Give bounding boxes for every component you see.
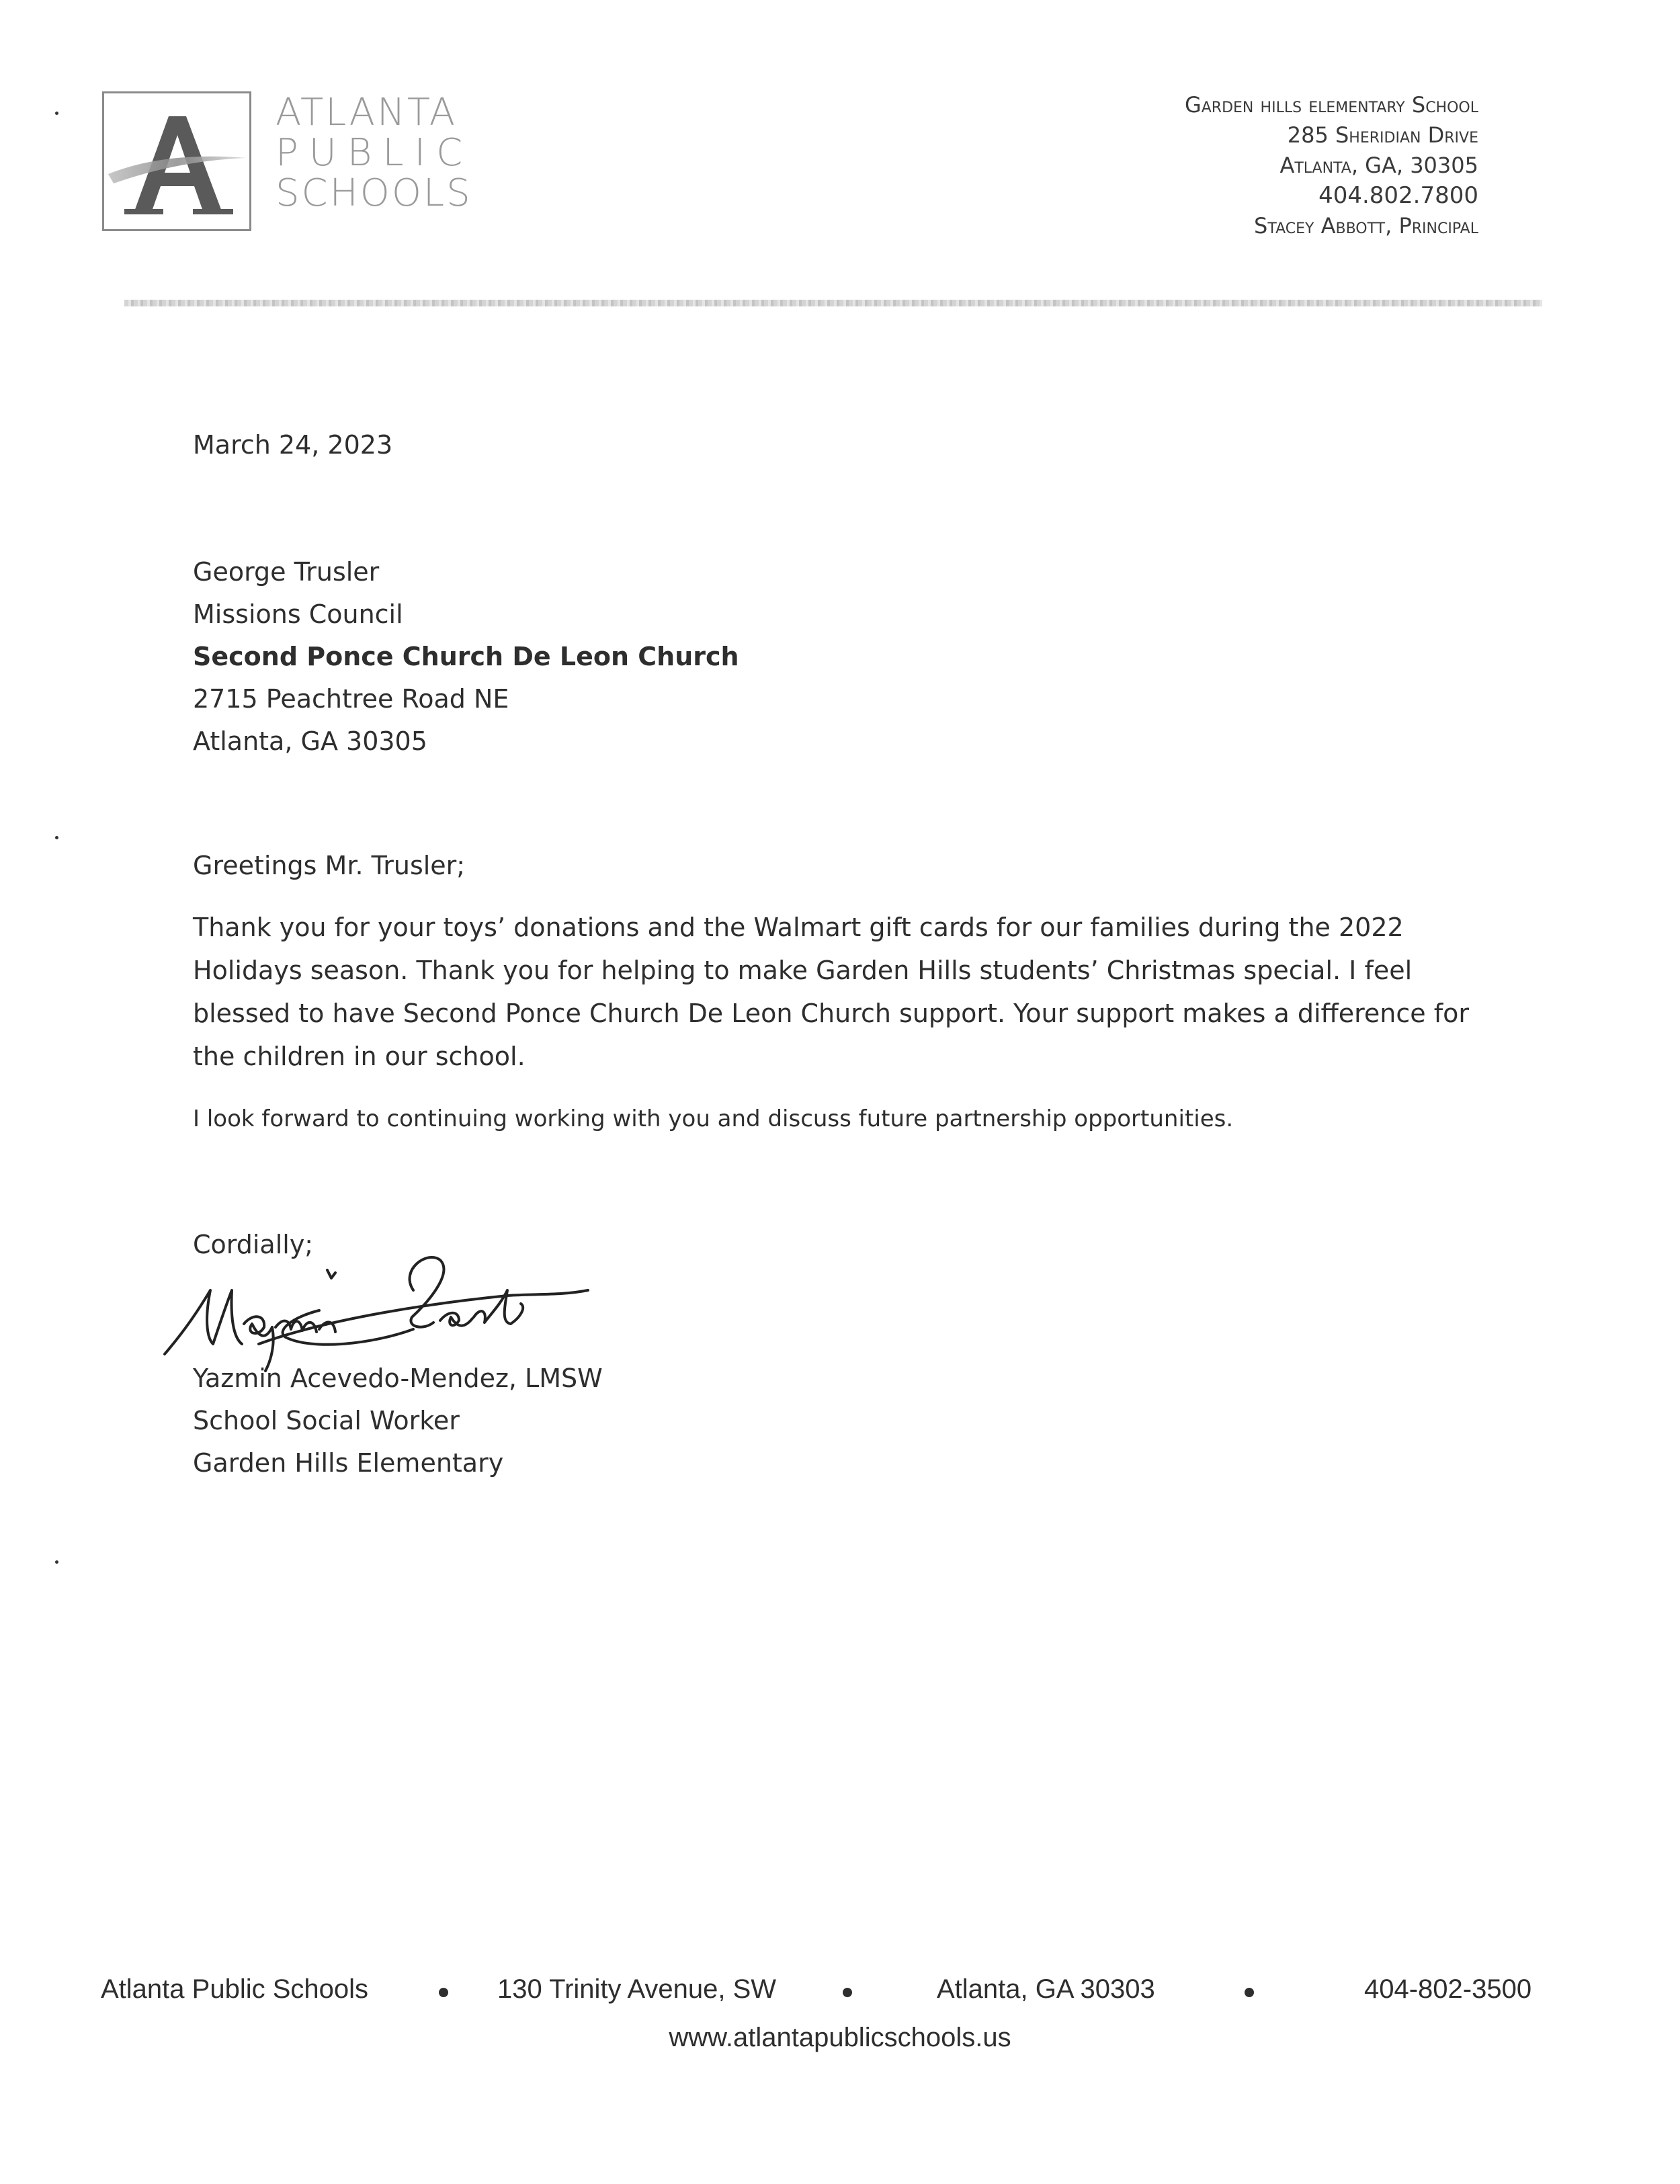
school-phone: 404.802.7800 [1318, 182, 1478, 209]
footer-bullet [1245, 1988, 1254, 1997]
footer-city: Atlanta, GA 30303 [937, 1974, 1155, 2004]
school-address-block [1185, 90, 1478, 241]
closing: Cordially; [193, 1230, 314, 1259]
body-paragraph-1: Thank you for your toys’ donations and the Walmart gift cards for our families during the 2022 Holidays season. Thank you for helping to make Garden Hills students’ Christmas special. I feel blessed to have Second Ponce Church De Leon Church support. Your support makes a difference for the children in our school. [193, 913, 1469, 1071]
letterhead-divider [124, 300, 1542, 306]
logo-line-3: SCHOOLS [276, 171, 472, 215]
signer-title: School Social Worker [193, 1406, 460, 1435]
aps-logo-mark [104, 93, 249, 229]
recipient-name: George Trusler [193, 557, 380, 587]
aps-logo [102, 91, 251, 231]
scan-mark [55, 1560, 58, 1564]
recipient-title: Missions Council [193, 599, 403, 629]
scan-mark [55, 836, 58, 839]
signer-organization: Garden Hills Elementary [193, 1448, 504, 1478]
recipient-organization: Second Ponce Church De Leon Church [193, 642, 739, 671]
footer-phone: 404-802-3500 [1364, 1974, 1532, 2004]
signature-block [193, 1357, 603, 1484]
recipient-street: 2715 Peachtree Road NE [193, 684, 509, 714]
recipient-city: Atlanta, GA 30305 [193, 726, 427, 756]
school-street: 285 Sheridian Drive [1287, 122, 1478, 148]
footer-website-link[interactable]: www.atlantapublicschools.us [669, 2023, 1011, 2052]
signer-name: Yazmin Acevedo-Mendez, LMSW [193, 1363, 603, 1393]
aps-logo-wordmark [276, 93, 473, 214]
school-city: Atlanta, GA, 30305 [1279, 153, 1478, 178]
body-paragraph-2: I look forward to continuing working with you and discuss future partnership opportunities. [193, 1105, 1234, 1132]
recipient-address [193, 551, 739, 763]
school-name: Garden hills elementary School [1184, 92, 1478, 118]
greeting: Greetings Mr. Trusler; [193, 851, 466, 880]
logo-line-2: PUBLIC [276, 131, 474, 175]
logo-line-1: ATLANTA [276, 91, 458, 134]
footer-street: 130 Trinity Avenue, SW [497, 1974, 777, 2004]
letter-date: March 24, 2023 [193, 430, 393, 460]
footer-bullet [843, 1988, 852, 1997]
footer-org: Atlanta Public Schools [101, 1974, 369, 2004]
scan-mark [55, 112, 58, 115]
school-principal: Stacey Abbott, Principal [1254, 213, 1478, 239]
footer-bullet [439, 1988, 448, 1997]
